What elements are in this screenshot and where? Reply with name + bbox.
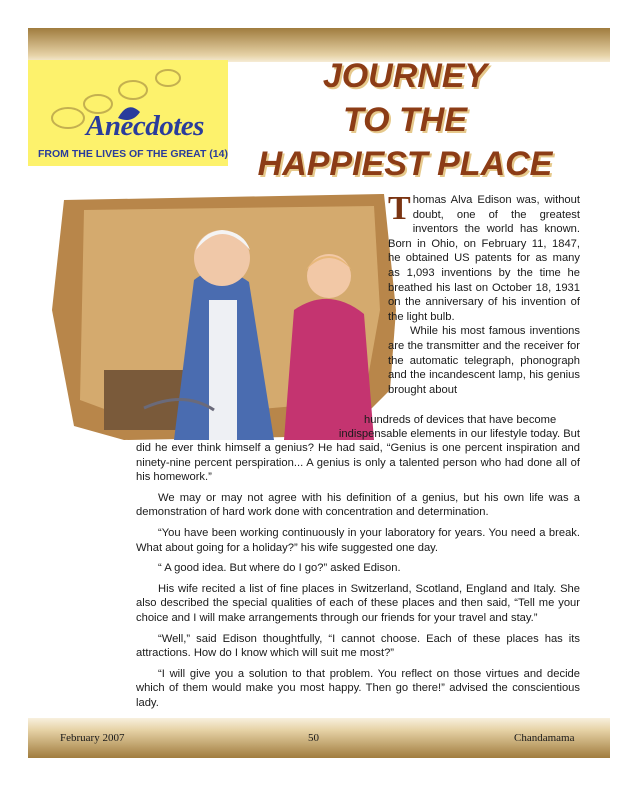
- title-line-2: TO THE: [342, 101, 468, 139]
- paragraph-2d: did he ever think himself a genius? He had said, “Genius is one percent inspiration and ninety-nine percent perspiration... A genius is only a talented person who had done all of his homework.”: [136, 442, 580, 484]
- title-line-3: HAPPIEST PLACE: [257, 145, 553, 183]
- body-column: [136, 441, 580, 717]
- title-line-1: JOURNEY: [322, 57, 488, 95]
- paragraph-2b: hundreds of devices that have become: [364, 414, 557, 426]
- page-number: 50: [308, 732, 319, 744]
- paragraph-1: homas Alva Edison was, without doubt, one of the greatest inventors the world has known. Born in Ohio, on February 11, 1847, he obtained US patents for as many as 1,093 inventions by the time he breathed his last on October 18, 1931 on the anniversary of his invention of the light bulb.: [388, 194, 580, 323]
- badge-subtitle: FROM THE LIVES OF THE GREAT (14): [38, 148, 228, 160]
- paragraph-8: “I will give you a solution to that problem. You reflect on those virtues and decide which of them would make you most happy. Then go there!” advised the conscientious lady.: [136, 667, 580, 709]
- paragraph-2c: indispensable elements in our lifestyle today. But: [338, 428, 580, 440]
- footer-date: February 2007: [60, 732, 125, 744]
- footer-magazine: Chandamama: [514, 732, 575, 744]
- page-title: [232, 54, 578, 186]
- badge-word: Anecdotes: [86, 110, 204, 142]
- intro-column: [388, 190, 580, 397]
- edison-illustration: [44, 190, 404, 446]
- paragraph-5: “ A good idea. But where do I go?” asked Edison.: [158, 562, 401, 575]
- paragraph-4: “You have been working continuously in your laboratory for years. You need a break. What about going for a holiday?” his wife suggested one day.: [136, 526, 580, 554]
- paragraph-2a: While his most famous inventions are the transmitter and the receiver for the automatic telegraph, phonograph and the incandescent lamp, his genius brought about: [388, 325, 580, 396]
- paragraph-6: His wife recited a list of fine places in Switzerland, Scotland, England and Italy. She also described the special qualities of each of these places and then said, “Tell me your choice and I will make arrangements through our friends for your travel and stay.”: [136, 582, 580, 624]
- paragraph-3: We may or may not agree with his definition of a genius, but his own life was a demonstration of hard work done with concentration and determination.: [136, 491, 580, 519]
- paragraph-7: “Well,” said Edison thoughtfully, “I cannot choose. Each of these places has its attractions. How do I know which will suit me most?”: [136, 632, 580, 660]
- dropcap: T: [388, 190, 411, 227]
